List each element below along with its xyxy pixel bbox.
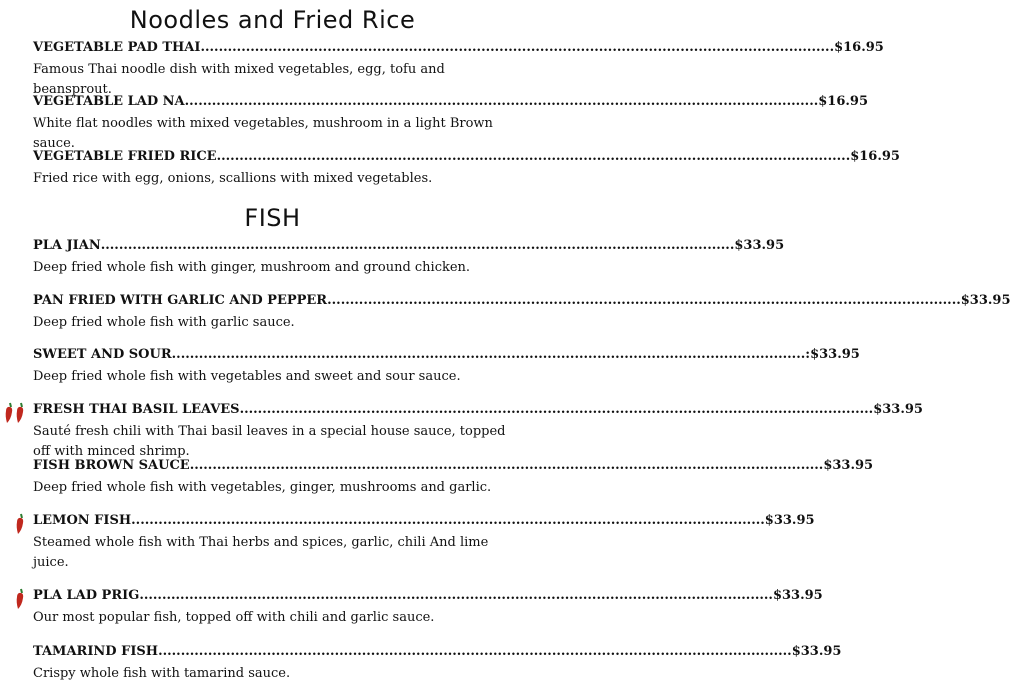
item-price: $33.95 [772, 588, 823, 603]
menu-item-header [33, 513, 815, 528]
item-price: $16.95 [818, 94, 869, 109]
leader-dots: ............................................................................................................................................ [239, 402, 874, 417]
item-name: VEGETABLE LAD NA [33, 94, 185, 109]
item-price: $33.95 [873, 402, 923, 417]
item-description: Sauté fresh chili with Thai basil leaves in a special house sauce, topped off with minced shrimp. [33, 424, 506, 459]
section-title-noodles: Noodles and Fried Rice [129, 6, 416, 34]
item-name: PLA JIAN [33, 238, 101, 253]
chili-pepper-icon [14, 402, 28, 424]
item-name: PAN FRIED WITH GARLIC AND PEPPER [33, 293, 328, 308]
item-name: SWEET AND SOUR [33, 347, 172, 362]
leader-dots: ............................................................................................................................................ [139, 588, 773, 603]
menu-item-header [33, 588, 823, 603]
menu-item-header [33, 149, 900, 164]
item-description: Crispy whole fish with tamarind sauce. [33, 666, 291, 681]
leader-dots: ............................................................................................................................................ [100, 238, 735, 253]
item-price: $33.95 [823, 458, 874, 473]
menu-item-header [33, 458, 874, 473]
menu-item-header [33, 644, 842, 659]
item-price: $16.95 [834, 40, 884, 55]
item-description: Famous Thai noodle dish with mixed vegetables, egg, tofu and beansprout. [33, 62, 445, 97]
item-description: Fried rice with egg, onions, scallions with mixed vegetables. [33, 171, 433, 186]
item-name: TAMARIND FISH [33, 644, 159, 659]
item-description: Deep fried whole fish with vegetables, ginger, mushrooms and garlic. [33, 480, 492, 495]
item-description: Steamed whole fish with Thai herbs and spices, garlic, chili And lime juice. [33, 535, 489, 570]
item-price: $33.95 [791, 644, 842, 659]
item-name: PLA LAD PRIG [33, 588, 140, 603]
menu-item-header [33, 40, 884, 55]
chili-pepper-icon [14, 588, 28, 610]
leader-dots: ............................................................................................................................................ [184, 94, 819, 109]
leader-dots: ............................................................................................................................................ [131, 513, 765, 528]
menu-item-header [33, 94, 869, 109]
menu-item-header [33, 293, 1011, 308]
item-price: $33.95 [960, 293, 1011, 308]
menu-item-header [33, 347, 860, 362]
item-description: Our most popular fish, topped off with chili and garlic sauce. [33, 610, 435, 625]
item-description: Deep fried whole fish with garlic sauce. [33, 315, 295, 330]
item-description: White flat noodles with mixed vegetables, mushroom in a light Brown sauce. [33, 116, 493, 151]
item-price: $33.95 [764, 513, 815, 528]
leader-dots: ............................................................................................................................................ [216, 149, 851, 164]
item-name: FRESH THAI BASIL LEAVES [33, 402, 240, 417]
item-price: $16.95 [850, 149, 900, 164]
leader-dots: ............................................................................................................................................ [189, 458, 824, 473]
item-description: Deep fried whole fish with ginger, mushroom and ground chicken. [33, 260, 471, 275]
item-price: :$33.95 [805, 347, 860, 362]
menu-item-header [33, 238, 785, 253]
chili-pepper-icon [14, 513, 28, 535]
menu-item-header [33, 402, 923, 417]
item-name: VEGETABLE FRIED RICE [33, 149, 217, 164]
section-title-fish: FISH [244, 204, 301, 232]
leader-dots: ............................................................................................................................................ [327, 293, 961, 308]
leader-dots: ............................................................................................................................................ [158, 644, 792, 659]
leader-dots: ............................................................................................................................................ [171, 347, 806, 362]
leader-dots: ............................................................................................................................................ [200, 40, 835, 55]
item-name: VEGETABLE PAD THAI [33, 40, 201, 55]
item-name: FISH BROWN SAUCE [33, 458, 190, 473]
item-description: Deep fried whole fish with vegetables and sweet and sour sauce. [33, 369, 461, 384]
item-name: LEMON FISH [33, 513, 132, 528]
item-price: $33.95 [734, 238, 785, 253]
